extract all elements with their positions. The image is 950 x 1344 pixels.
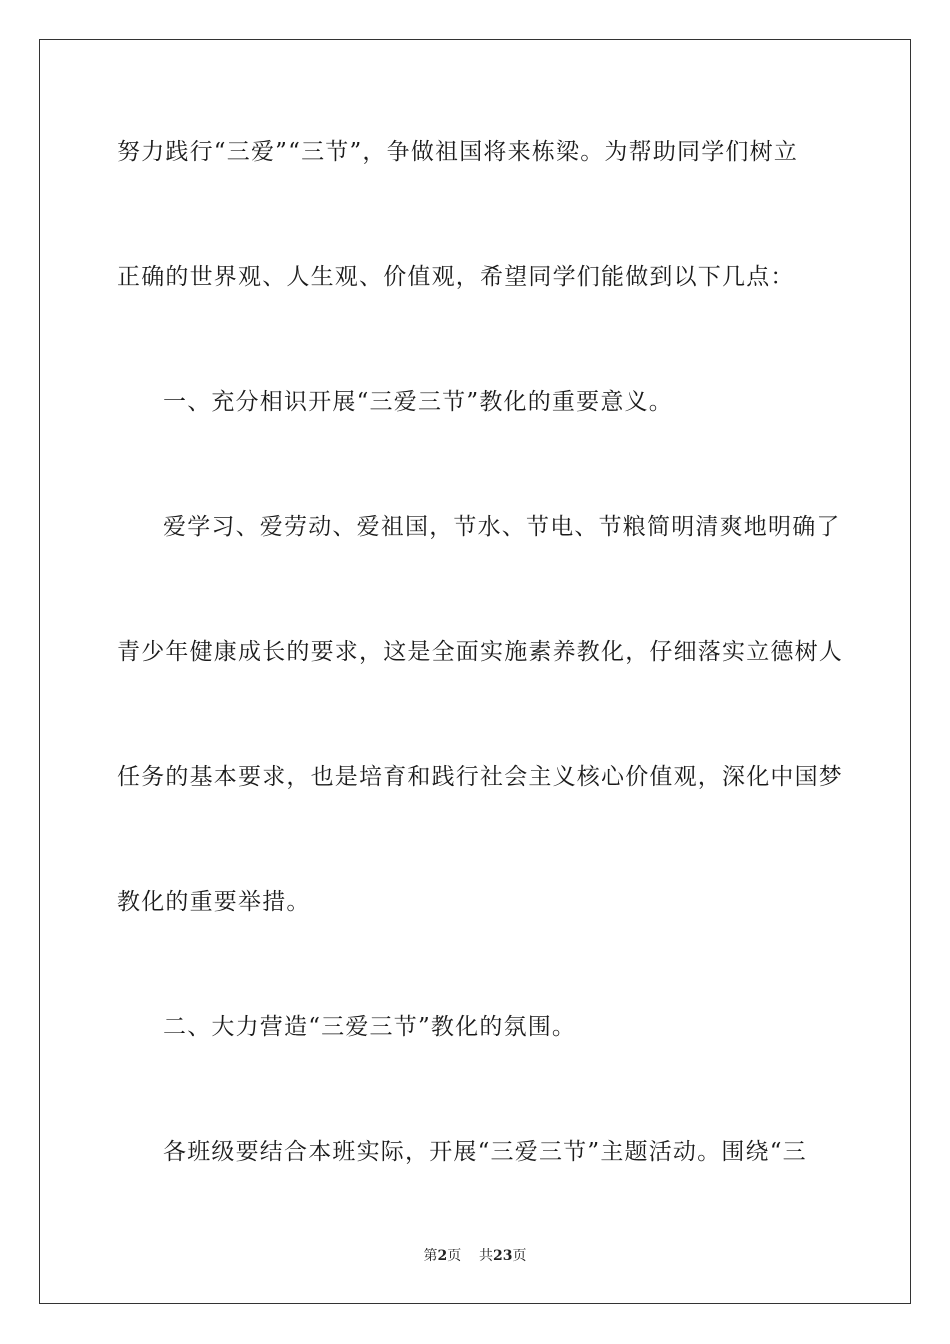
footer-total-suffix: 页: [512, 1248, 527, 1264]
footer-page-prefix: 第: [423, 1248, 438, 1264]
section-heading-1: 一、充分相识开展“三爱三节”教化的重要意义。: [163, 389, 673, 415]
page-footer: [0, 1246, 950, 1266]
text-line-9: 各班级要结合本班实际，开展“三爱三节”主题活动。围绕“三: [163, 1139, 807, 1165]
section-heading-2: 二、大力营造“三爱三节”教化的氛围。: [163, 1014, 577, 1040]
text-line-5: 青少年健康成长的要求，这是全面实施素养教化，仔细落实立德树人: [117, 639, 843, 665]
text-line-4: 爱学习、爱劳动、爱祖国，节水、节电、节粮简明清爽地明确了: [163, 514, 841, 540]
footer-page-suffix: 页: [447, 1248, 462, 1264]
footer-total-prefix: 共: [479, 1248, 494, 1264]
text-line-1: 努力践行“三爱”“三节”，争做祖国将来栋梁。为帮助同学们树立: [117, 139, 799, 165]
footer-total-pages: 23: [493, 1248, 513, 1264]
text-line-2: 正确的世界观、人生观、价值观，希望同学们能做到以下几点：: [117, 264, 795, 290]
page-border: [39, 39, 911, 1304]
text-line-6: 任务的基本要求，也是培育和践行社会主义核心价值观，深化中国梦: [117, 764, 843, 790]
text-line-7: 教化的重要举措。: [117, 889, 311, 915]
footer-page-number: 2: [437, 1248, 448, 1264]
